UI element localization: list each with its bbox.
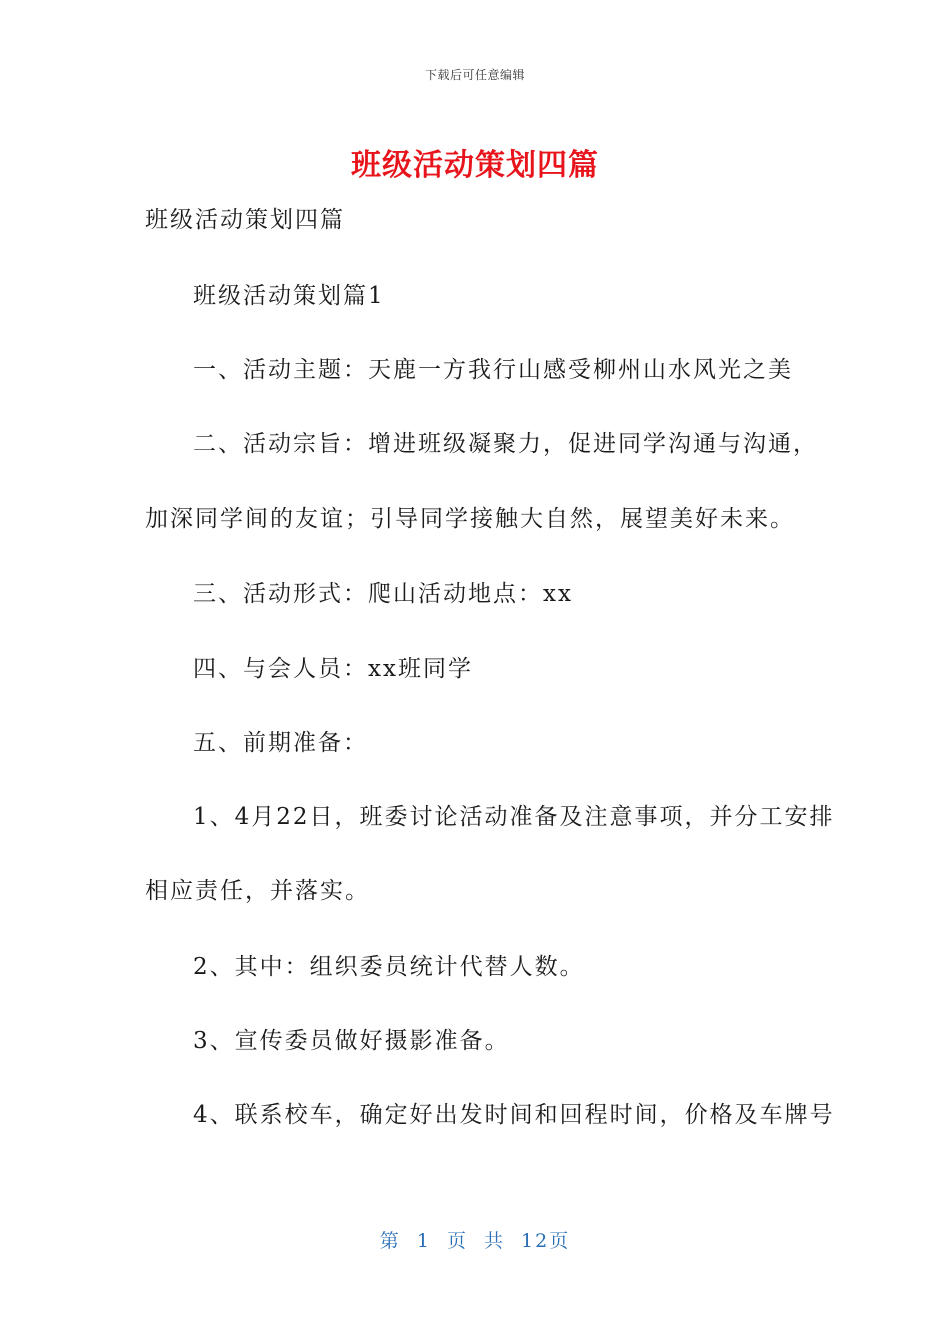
paragraph-prep-item-4: 4、联系校车，确定好出发时间和回程时间，价格及车牌号: [193, 1102, 835, 1128]
paragraph-participants: 四、与会人员：xx班同学: [193, 656, 473, 682]
paragraph-prep-item-1: 1、4月22日，班委讨论活动准备及注意事项，并分工安排: [193, 804, 835, 830]
paragraph-subtitle: 班级活动策划四篇: [145, 207, 345, 233]
paragraph-theme: 一、活动主题：天鹿一方我行山感受柳州山水风光之美: [193, 357, 793, 383]
document-title: 班级活动策划四篇: [351, 148, 599, 183]
paragraph-preparation-heading: 五、前期准备：: [193, 730, 368, 756]
page-number-footer: 第 1 页 共 12页: [379, 1230, 571, 1252]
paragraph-purpose: 二、活动宗旨：增进班级凝聚力，促进同学沟通与沟通，: [193, 431, 818, 457]
paragraph-purpose-continued: 加深同学间的友谊；引导同学接触大自然，展望美好未来。: [145, 506, 795, 532]
paragraph-section-heading: 班级活动策划篇1: [193, 283, 385, 309]
paragraph-format-location: 三、活动形式：爬山活动地点：xx: [193, 581, 573, 607]
paragraph-prep-item-2: 2、其中：组织委员统计代替人数。: [193, 954, 585, 980]
page-header-note: 下载后可任意编辑: [424, 68, 525, 82]
paragraph-prep-item-3: 3、宣传委员做好摄影准备。: [193, 1028, 510, 1054]
paragraph-prep-item-1-continued: 相应责任，并落实。: [145, 878, 370, 904]
